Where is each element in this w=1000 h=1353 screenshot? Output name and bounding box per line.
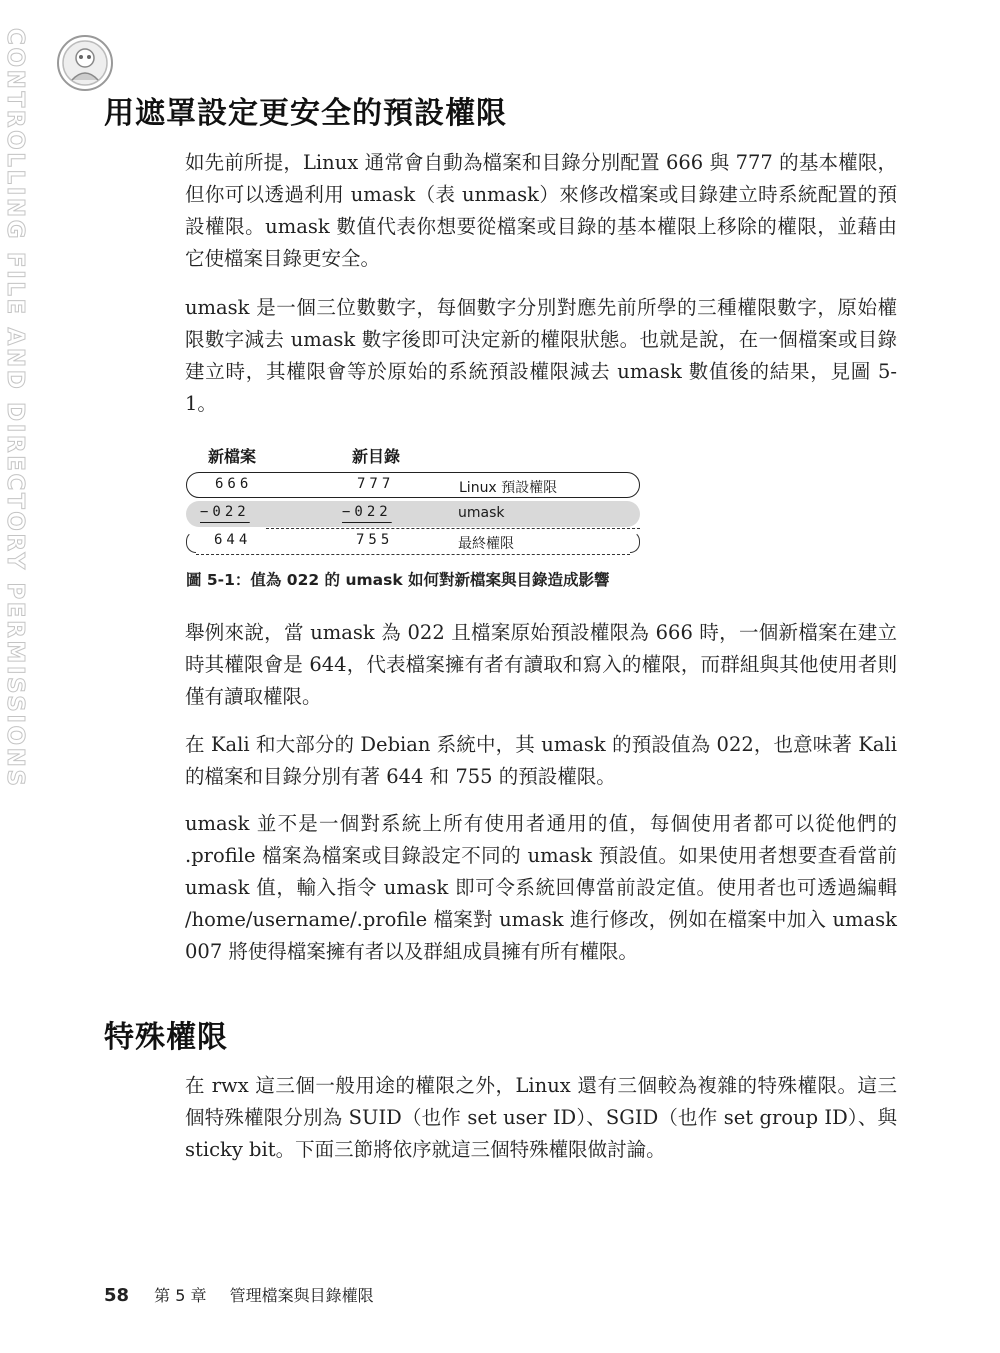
file-default-value: 666: [215, 476, 253, 492]
page-footer: [104, 1283, 374, 1306]
paragraph: 在 rwx 這三個一般用途的權限之外，Linux 還有三個較為複雜的特殊權限。這三個特殊權限分別為 SUID（也作 set user ID）、SGID（也作 set group ID）、與 sticky bit。下面三節將依序就這三個特殊權限做討論。: [185, 1074, 897, 1161]
vertical-section-title: CONTROLLING FILE AND DIRECTORY PERMISSIONS: [2, 28, 28, 789]
figure-row-umask: [186, 501, 640, 527]
paragraph: 如先前所提，Linux 通常會自動為檔案和目錄分別配置 666 與 777 的基本權限，但你可以透過利用 umask（表 unmask）來修改檔案或目錄建立時系統配置的預設權限。umask 數值代表你想要從檔案或目錄的基本權限上移除的權限，並藉由它使檔案目錄更安全。: [185, 151, 897, 270]
file-result-value: 644: [214, 532, 252, 548]
paragraph: 在 Kali 和大部分的 Debian 系統中，其 umask 的預設值為 022，也意味著 Kali 的檔案和目錄分別有著 644 和 755 的預設權限。: [185, 733, 897, 788]
paragraph: umask 是一個三位數數字，每個數字分別對應先前所學的三種權限數字，原始權限數字減去 umask 數字後即可決定新的權限狀態。也就是說，在一個檔案或目錄建立時，其權限會等於原始的系統預設權限減去 umask 數值後的結果，見圖 5-1。: [185, 296, 897, 415]
paragraph: umask 並不是一個對系統上所有使用者通用的值，每個使用者都可以從他們的 .profile 檔案為檔案或目錄設定不同的 umask 預設值。如果使用者想要查看當前 umask 值，輸入指令 umask 即可令系統回傳當前設定值。使用者也可透過編輯 /home/username/.profile 檔案對 umask 進行修改，例如在檔案中加入 umask 007 將使得檔案擁有者以及群組成員擁有所有權限。: [185, 812, 897, 963]
figure-header-new-dir: 新目錄: [352, 447, 401, 466]
row-bracket-left: [186, 531, 196, 553]
figure-row-result: [186, 529, 640, 555]
figure-caption: 圖 5-1：值為 022 的 umask 如何對新檔案與目錄造成影響: [186, 571, 610, 589]
row-label-result: 最終權限: [458, 536, 514, 552]
row-label-default: Linux 預設權限: [459, 480, 558, 496]
file-umask-value: −022: [200, 504, 250, 520]
section-heading-special-permissions: 特殊權限: [104, 1020, 228, 1055]
chapter-number: 第 5 章: [154, 1286, 207, 1305]
figure-header-new-file: 新檔案: [208, 447, 257, 466]
dir-umask-value: −022: [342, 504, 392, 520]
paragraph: 舉例來說，當 umask 為 022 且檔案原始預設權限為 666 時，一個新檔案在建立時其權限會是 644，代表檔案擁有者有讀取和寫入的權限，而群組與其他使用者則僅有讀取權限。: [185, 621, 897, 708]
chapter-title: 管理檔案與目錄權限: [229, 1286, 374, 1305]
page-number: 58: [104, 1285, 130, 1306]
row-label-umask: umask: [458, 505, 505, 521]
row-bracket-right: [630, 531, 640, 553]
section-heading-umask: 用遮罩設定更安全的預設權限: [104, 96, 507, 131]
figure-row-default: [186, 472, 640, 498]
dir-default-value: 777: [357, 476, 395, 492]
mascot-logo-icon: [56, 34, 114, 92]
row-divider: [196, 529, 630, 555]
dir-result-value: 755: [356, 532, 394, 548]
